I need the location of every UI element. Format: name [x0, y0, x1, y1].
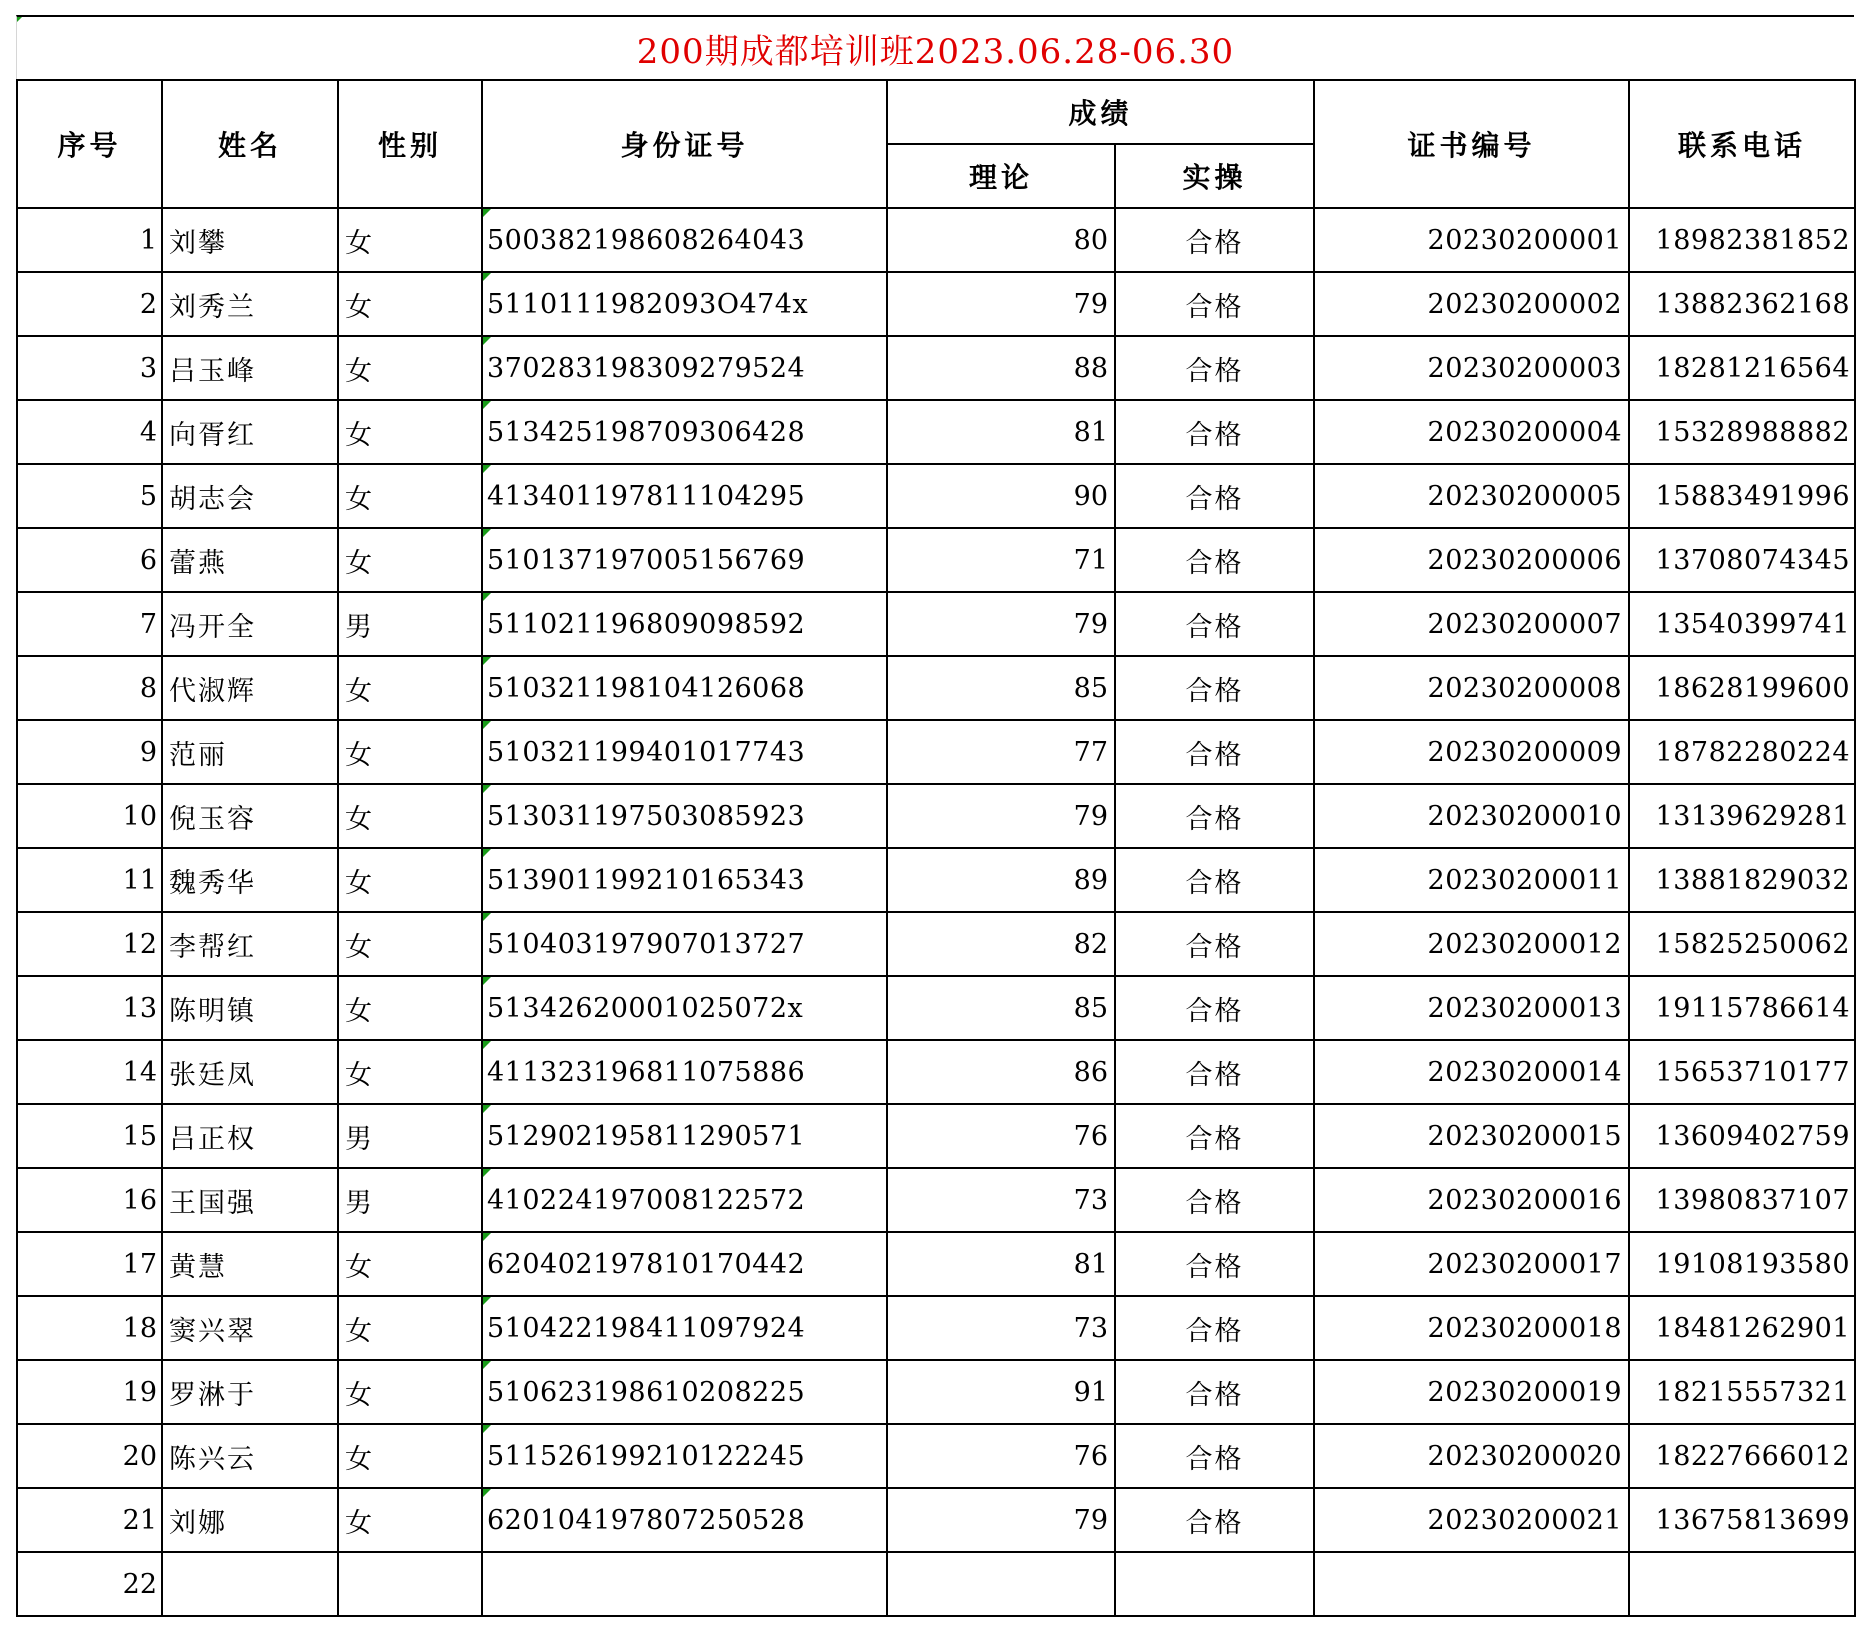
- cell-gender[interactable]: 女: [338, 1360, 482, 1424]
- cell-seq[interactable]: 15: [17, 1104, 162, 1168]
- sheet-title[interactable]: 200期成都培训班2023.06.28-06.30: [16, 15, 1854, 79]
- cell-theory-score[interactable]: 76: [887, 1424, 1115, 1488]
- cell-gender[interactable]: 男: [338, 1104, 482, 1168]
- cell-name[interactable]: 倪玉容: [162, 784, 338, 848]
- cell-id-number[interactable]: 411323196811075886: [482, 1040, 887, 1104]
- cell-name[interactable]: 吕正权: [162, 1104, 338, 1168]
- cell-practice-result[interactable]: 合格: [1115, 1232, 1314, 1296]
- cell-practice-result[interactable]: 合格: [1115, 464, 1314, 528]
- table-row: [17, 1296, 1855, 1360]
- cell-name[interactable]: 刘娜: [162, 1488, 338, 1552]
- cell-id-number[interactable]: 500382198608264043: [482, 208, 887, 272]
- cell-theory-score[interactable]: 79: [887, 1488, 1115, 1552]
- cell-theory-score[interactable]: 79: [887, 272, 1115, 336]
- cell-certificate-number[interactable]: 20230200017: [1314, 1232, 1629, 1296]
- cell-certificate-number[interactable]: 20230200014: [1314, 1040, 1629, 1104]
- cell-certificate-number[interactable]: 20230200013: [1314, 976, 1629, 1040]
- cell-name[interactable]: 冯开全: [162, 592, 338, 656]
- cell-phone[interactable]: 13881829032: [1629, 848, 1855, 912]
- cell-seq[interactable]: 19: [17, 1360, 162, 1424]
- cell-id-number[interactable]: 370283198309279524: [482, 336, 887, 400]
- cell-certificate-number[interactable]: 20230200015: [1314, 1104, 1629, 1168]
- table-row: [17, 400, 1855, 464]
- table-row: [17, 208, 1855, 272]
- cell-practice-result[interactable]: 合格: [1115, 1488, 1314, 1552]
- cell-seq[interactable]: 4: [17, 400, 162, 464]
- cell-certificate-number[interactable]: 20230200002: [1314, 272, 1629, 336]
- cell-gender[interactable]: 女: [338, 656, 482, 720]
- cell-phone[interactable]: 19108193580: [1629, 1232, 1855, 1296]
- cell-id-number[interactable]: 51342620001025072x: [482, 976, 887, 1040]
- cell-practice-result[interactable]: 合格: [1115, 976, 1314, 1040]
- cell-id-number[interactable]: 5110111982093O474x: [482, 272, 887, 336]
- table-row: [17, 1104, 1855, 1168]
- cell-certificate-number[interactable]: 20230200008: [1314, 656, 1629, 720]
- header-certificate-number[interactable]: 证书编号: [1314, 80, 1629, 208]
- cell-seq[interactable]: 14: [17, 1040, 162, 1104]
- cell-name[interactable]: 魏秀华: [162, 848, 338, 912]
- cell-phone[interactable]: [1629, 1552, 1855, 1616]
- cell-name[interactable]: 刘攀: [162, 208, 338, 272]
- cell-practice-result[interactable]: 合格: [1115, 400, 1314, 464]
- cell-theory-score[interactable]: 86: [887, 1040, 1115, 1104]
- cell-theory-score[interactable]: 85: [887, 976, 1115, 1040]
- header-seq[interactable]: 序号: [17, 80, 162, 208]
- cell-gender[interactable]: 女: [338, 976, 482, 1040]
- cell-name[interactable]: 吕玉峰: [162, 336, 338, 400]
- cell-gender[interactable]: 女: [338, 784, 482, 848]
- cell-gender[interactable]: 女: [338, 336, 482, 400]
- cell-practice-result[interactable]: 合格: [1115, 912, 1314, 976]
- cell-phone[interactable]: 18227666012: [1629, 1424, 1855, 1488]
- cell-seq[interactable]: 9: [17, 720, 162, 784]
- cell-theory-score[interactable]: 80: [887, 208, 1115, 272]
- cell-certificate-number[interactable]: 20230200006: [1314, 528, 1629, 592]
- table-row: [17, 1232, 1855, 1296]
- cell-certificate-number[interactable]: 20230200003: [1314, 336, 1629, 400]
- cell-practice-result[interactable]: 合格: [1115, 336, 1314, 400]
- cell-gender[interactable]: 女: [338, 208, 482, 272]
- cell-phone[interactable]: 15825250062: [1629, 912, 1855, 976]
- cell-certificate-number[interactable]: 20230200021: [1314, 1488, 1629, 1552]
- cell-theory-score[interactable]: 71: [887, 528, 1115, 592]
- cell-name[interactable]: [162, 1552, 338, 1616]
- table-row: [17, 1040, 1855, 1104]
- cell-theory-score[interactable]: 89: [887, 848, 1115, 912]
- cell-name[interactable]: 胡志会: [162, 464, 338, 528]
- table-row: [17, 1552, 1855, 1616]
- cell-theory-score[interactable]: 79: [887, 592, 1115, 656]
- cell-name[interactable]: 向胥红: [162, 400, 338, 464]
- cell-id-number[interactable]: 620402197810170442: [482, 1232, 887, 1296]
- cell-phone[interactable]: 13540399741: [1629, 592, 1855, 656]
- cell-seq[interactable]: 21: [17, 1488, 162, 1552]
- header-score[interactable]: 成绩: [887, 80, 1314, 144]
- cell-id-number[interactable]: 513031197503085923: [482, 784, 887, 848]
- cell-id-number[interactable]: 510137197005156769: [482, 528, 887, 592]
- cell-id-number[interactable]: 512902195811290571: [482, 1104, 887, 1168]
- cell-seq[interactable]: 8: [17, 656, 162, 720]
- cell-theory-score[interactable]: 91: [887, 1360, 1115, 1424]
- cell-name[interactable]: 王国强: [162, 1168, 338, 1232]
- cell-certificate-number[interactable]: 20230200010: [1314, 784, 1629, 848]
- cell-certificate-number[interactable]: 20230200020: [1314, 1424, 1629, 1488]
- roster-table: [16, 79, 1856, 1617]
- cell-theory-score[interactable]: 73: [887, 1296, 1115, 1360]
- cell-seq[interactable]: 13: [17, 976, 162, 1040]
- cell-theory-score[interactable]: [887, 1552, 1115, 1616]
- cell-gender[interactable]: 女: [338, 1040, 482, 1104]
- cell-gender[interactable]: 女: [338, 400, 482, 464]
- cell-phone[interactable]: 13882362168: [1629, 272, 1855, 336]
- cell-gender[interactable]: 女: [338, 1424, 482, 1488]
- header-theory[interactable]: 理论: [887, 144, 1115, 208]
- cell-name[interactable]: 刘秀兰: [162, 272, 338, 336]
- cell-certificate-number[interactable]: [1314, 1552, 1629, 1616]
- cell-theory-score[interactable]: 77: [887, 720, 1115, 784]
- cell-theory-score[interactable]: 85: [887, 656, 1115, 720]
- table-row: [17, 1424, 1855, 1488]
- cell-seq[interactable]: 7: [17, 592, 162, 656]
- cell-seq[interactable]: 1: [17, 208, 162, 272]
- cell-gender[interactable]: 女: [338, 1232, 482, 1296]
- cell-name[interactable]: 窦兴翠: [162, 1296, 338, 1360]
- cell-seq[interactable]: 12: [17, 912, 162, 976]
- table-row: [17, 720, 1855, 784]
- cell-name[interactable]: 张廷凤: [162, 1040, 338, 1104]
- cell-id-number[interactable]: 510623198610208225: [482, 1360, 887, 1424]
- cell-practice-result[interactable]: 合格: [1115, 1104, 1314, 1168]
- cell-phone[interactable]: 18481262901: [1629, 1296, 1855, 1360]
- cell-seq[interactable]: 2: [17, 272, 162, 336]
- cell-practice-result[interactable]: 合格: [1115, 272, 1314, 336]
- cell-certificate-number[interactable]: 20230200018: [1314, 1296, 1629, 1360]
- cell-name[interactable]: 李帮红: [162, 912, 338, 976]
- cell-practice-result[interactable]: 合格: [1115, 656, 1314, 720]
- table-row: [17, 528, 1855, 592]
- cell-seq[interactable]: 16: [17, 1168, 162, 1232]
- cell-id-number[interactable]: 511526199210122245: [482, 1424, 887, 1488]
- header-gender[interactable]: 性别: [338, 80, 482, 208]
- cell-phone[interactable]: 13980837107: [1629, 1168, 1855, 1232]
- cell-theory-score[interactable]: 90: [887, 464, 1115, 528]
- cell-gender[interactable]: 女: [338, 720, 482, 784]
- cell-theory-score[interactable]: 88: [887, 336, 1115, 400]
- cell-id-number[interactable]: 510321198104126068: [482, 656, 887, 720]
- cell-id-number[interactable]: 510321199401017743: [482, 720, 887, 784]
- table-row: [17, 1168, 1855, 1232]
- cell-practice-result[interactable]: 合格: [1115, 848, 1314, 912]
- cell-id-number[interactable]: [482, 1552, 887, 1616]
- cell-phone[interactable]: 15883491996: [1629, 464, 1855, 528]
- header-id-number[interactable]: 身份证号: [482, 80, 887, 208]
- cell-gender[interactable]: 女: [338, 272, 482, 336]
- cell-id-number[interactable]: 511021196809098592: [482, 592, 887, 656]
- cell-practice-result[interactable]: 合格: [1115, 1168, 1314, 1232]
- cell-certificate-number[interactable]: 20230200012: [1314, 912, 1629, 976]
- cell-phone[interactable]: 18281216564: [1629, 336, 1855, 400]
- cell-theory-score[interactable]: 76: [887, 1104, 1115, 1168]
- cell-phone[interactable]: 13675813699: [1629, 1488, 1855, 1552]
- cell-seq[interactable]: 20: [17, 1424, 162, 1488]
- cell-certificate-number[interactable]: 20230200007: [1314, 592, 1629, 656]
- cell-theory-score[interactable]: 81: [887, 1232, 1115, 1296]
- cell-practice-result[interactable]: 合格: [1115, 1296, 1314, 1360]
- cell-seq[interactable]: 10: [17, 784, 162, 848]
- cell-practice-result[interactable]: 合格: [1115, 720, 1314, 784]
- cell-phone[interactable]: 18628199600: [1629, 656, 1855, 720]
- cell-seq[interactable]: 6: [17, 528, 162, 592]
- cell-id-number[interactable]: 513425198709306428: [482, 400, 887, 464]
- cell-practice-result[interactable]: 合格: [1115, 784, 1314, 848]
- header-name[interactable]: 姓名: [162, 80, 338, 208]
- cell-certificate-number[interactable]: 20230200019: [1314, 1360, 1629, 1424]
- cell-practice-result[interactable]: 合格: [1115, 1040, 1314, 1104]
- cell-phone[interactable]: 15328988882: [1629, 400, 1855, 464]
- cell-id-number[interactable]: 413401197811104295: [482, 464, 887, 528]
- cell-id-number[interactable]: 510422198411097924: [482, 1296, 887, 1360]
- cell-practice-result[interactable]: 合格: [1115, 1360, 1314, 1424]
- cell-seq[interactable]: 5: [17, 464, 162, 528]
- cell-seq[interactable]: 3: [17, 336, 162, 400]
- cell-gender[interactable]: 男: [338, 592, 482, 656]
- cell-practice-result[interactable]: [1115, 1552, 1314, 1616]
- table-row: [17, 1360, 1855, 1424]
- cell-name[interactable]: 陈兴云: [162, 1424, 338, 1488]
- cell-phone[interactable]: 13139629281: [1629, 784, 1855, 848]
- cell-name[interactable]: 罗淋于: [162, 1360, 338, 1424]
- table-row: [17, 592, 1855, 656]
- table-row: [17, 976, 1855, 1040]
- cell-seq[interactable]: 18: [17, 1296, 162, 1360]
- cell-name[interactable]: 陈明镇: [162, 976, 338, 1040]
- spreadsheet: [16, 15, 1854, 1617]
- cell-certificate-number[interactable]: 20230200005: [1314, 464, 1629, 528]
- cell-certificate-number[interactable]: 20230200001: [1314, 208, 1629, 272]
- table-row: [17, 848, 1855, 912]
- cell-gender[interactable]: 女: [338, 528, 482, 592]
- cell-name[interactable]: 范丽: [162, 720, 338, 784]
- cell-gender[interactable]: 女: [338, 1296, 482, 1360]
- cell-gender[interactable]: 女: [338, 848, 482, 912]
- cell-gender[interactable]: 女: [338, 464, 482, 528]
- cell-practice-result[interactable]: 合格: [1115, 528, 1314, 592]
- cell-certificate-number[interactable]: 20230200011: [1314, 848, 1629, 912]
- cell-practice-result[interactable]: 合格: [1115, 592, 1314, 656]
- cell-seq[interactable]: 22: [17, 1552, 162, 1616]
- cell-theory-score[interactable]: 81: [887, 400, 1115, 464]
- cell-gender[interactable]: 女: [338, 912, 482, 976]
- cell-certificate-number[interactable]: 20230200016: [1314, 1168, 1629, 1232]
- table-row: [17, 272, 1855, 336]
- cell-theory-score[interactable]: 73: [887, 1168, 1115, 1232]
- cell-phone[interactable]: 15653710177: [1629, 1040, 1855, 1104]
- cell-gender[interactable]: 男: [338, 1168, 482, 1232]
- cell-theory-score[interactable]: 82: [887, 912, 1115, 976]
- table-row: [17, 1488, 1855, 1552]
- cell-gender[interactable]: [338, 1552, 482, 1616]
- cell-id-number[interactable]: 620104197807250528: [482, 1488, 887, 1552]
- cell-name[interactable]: 代淑辉: [162, 656, 338, 720]
- cell-id-number[interactable]: 510403197907013727: [482, 912, 887, 976]
- cell-phone[interactable]: 18982381852: [1629, 208, 1855, 272]
- cell-id-number[interactable]: 513901199210165343: [482, 848, 887, 912]
- header-practice[interactable]: 实操: [1115, 144, 1314, 208]
- cell-phone[interactable]: 18215557321: [1629, 1360, 1855, 1424]
- table-row: [17, 656, 1855, 720]
- cell-certificate-number[interactable]: 20230200009: [1314, 720, 1629, 784]
- cell-seq[interactable]: 11: [17, 848, 162, 912]
- header-phone[interactable]: 联系电话: [1629, 80, 1855, 208]
- cell-name[interactable]: 蕾燕: [162, 528, 338, 592]
- cell-id-number[interactable]: 410224197008122572: [482, 1168, 887, 1232]
- cell-phone[interactable]: 18782280224: [1629, 720, 1855, 784]
- cell-theory-score[interactable]: 79: [887, 784, 1115, 848]
- table-row: [17, 336, 1855, 400]
- cell-certificate-number[interactable]: 20230200004: [1314, 400, 1629, 464]
- cell-practice-result[interactable]: 合格: [1115, 1424, 1314, 1488]
- table-row: [17, 784, 1855, 848]
- table-row: [17, 464, 1855, 528]
- cell-gender[interactable]: 女: [338, 1488, 482, 1552]
- cell-seq[interactable]: 17: [17, 1232, 162, 1296]
- cell-practice-result[interactable]: 合格: [1115, 208, 1314, 272]
- table-row: [17, 912, 1855, 976]
- cell-name[interactable]: 黄慧: [162, 1232, 338, 1296]
- cell-phone[interactable]: 19115786614: [1629, 976, 1855, 1040]
- cell-phone[interactable]: 13609402759: [1629, 1104, 1855, 1168]
- cell-phone[interactable]: 13708074345: [1629, 528, 1855, 592]
- table-body: [17, 208, 1855, 1616]
